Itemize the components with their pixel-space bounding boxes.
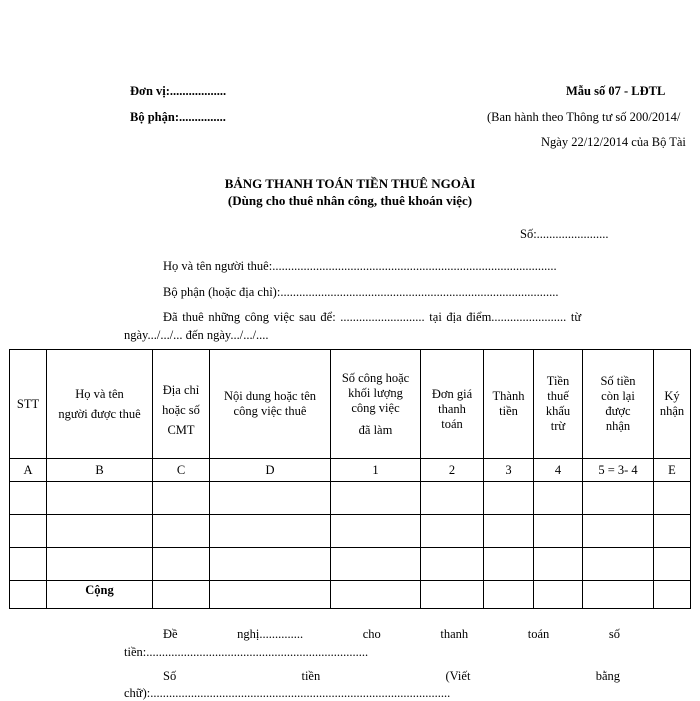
header-address: Địa chỉ hoặc số CMT bbox=[153, 350, 210, 459]
issued-date-note: Ngày 22/12/2014 của Bộ Tài bbox=[541, 135, 686, 149]
total-label: Cộng bbox=[47, 581, 153, 609]
amount-in-words-fill: chữ):................................................................................................ bbox=[124, 686, 451, 700]
department-field: Bộ phận:............... bbox=[130, 110, 226, 124]
header-content: Nội dung hoặc tên công việc thuê bbox=[210, 350, 331, 459]
header-name: Họ và tên người được thuê bbox=[47, 350, 153, 459]
index-cell: C bbox=[153, 459, 210, 482]
document-subtitle: (Dùng cho thuê nhân công, thuê khoán việc) bbox=[227, 193, 473, 208]
header-stt: STT bbox=[10, 350, 47, 459]
unit-field: Đơn vị:.................. bbox=[130, 84, 227, 98]
index-cell: 5 = 3- 4 bbox=[583, 459, 654, 482]
table-row bbox=[10, 482, 691, 515]
hired-work-line: Đã thuê những công việc sau để: ........................... tại địa điểm........................ từ bbox=[163, 310, 582, 324]
renter-name-line: Họ và tên người thuê:........................................................................................... bbox=[163, 259, 557, 273]
table-row bbox=[10, 515, 691, 548]
index-cell: 3 bbox=[484, 459, 534, 482]
header-tax: Tiền thuế khấu trừ bbox=[534, 350, 583, 459]
header-quantity: Số công hoặc khối lượng công việc đã làm bbox=[331, 350, 421, 459]
document-number: Số:....................... bbox=[520, 227, 609, 241]
index-cell: 1 bbox=[331, 459, 421, 482]
form-number: Mẫu số 07 - LĐTL bbox=[566, 84, 666, 98]
issued-by-note: (Ban hành theo Thông tư số 200/2014/ bbox=[487, 110, 681, 124]
proposal-amount-line: tiền:....................................................................... bbox=[124, 645, 369, 659]
payment-table bbox=[9, 349, 691, 609]
index-cell: A bbox=[10, 459, 47, 482]
index-cell: E bbox=[654, 459, 691, 482]
index-cell: D bbox=[210, 459, 331, 482]
index-cell: B bbox=[47, 459, 153, 482]
header-unit-price: Đơn giá thanh toán bbox=[421, 350, 484, 459]
index-cell: 2 bbox=[421, 459, 484, 482]
index-cell: 4 bbox=[534, 459, 583, 482]
table-index-row bbox=[10, 459, 691, 482]
renter-department-line: Bộ phận (hoặc địa chỉ):......................................................................................... bbox=[163, 285, 559, 299]
table-row bbox=[10, 548, 691, 581]
amount-in-words-line: Số tiền (Viết bằng bbox=[163, 669, 620, 683]
header-remaining: Số tiền còn lại được nhận bbox=[583, 350, 654, 459]
hired-period-line: ngày.../.../... đến ngày.../.../.... bbox=[124, 328, 269, 342]
table-total-row bbox=[10, 581, 691, 609]
header-signature: Ký nhận bbox=[654, 350, 691, 459]
document-title: BẢNG THANH TOÁN TIỀN THUÊ NGOÀI bbox=[224, 176, 476, 191]
header-amount: Thành tiền bbox=[484, 350, 534, 459]
proposal-line: Đề nghị.............. cho thanh toán số bbox=[163, 627, 620, 641]
table-header-row bbox=[10, 350, 691, 459]
